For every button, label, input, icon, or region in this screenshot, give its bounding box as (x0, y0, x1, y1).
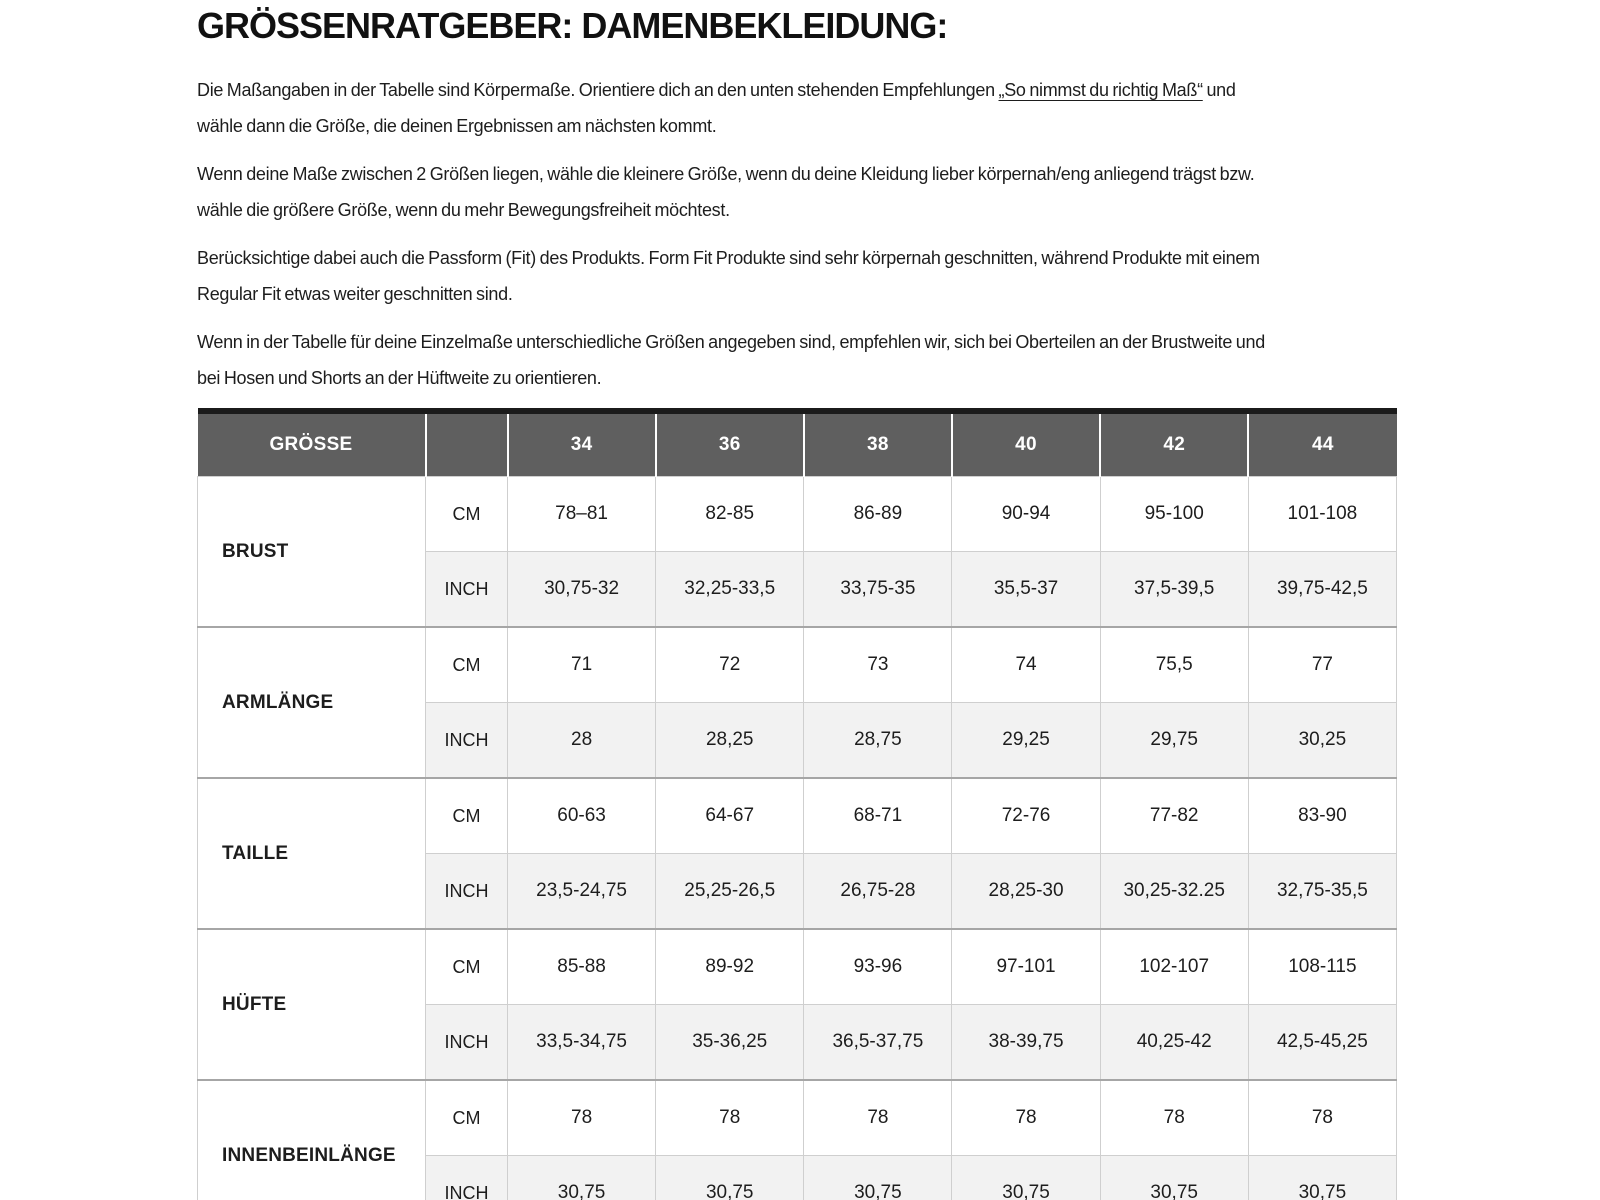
measurement-label: BRUST (198, 477, 426, 628)
text-line: wähle dann die Größe, die deinen Ergebnissen am nächsten kommt. (197, 116, 717, 136)
size-value-cell: 60-63 (508, 778, 656, 854)
size-table (197, 408, 1397, 1200)
text-line: wähle die größere Größe, wenn du mehr Bewegungsfreiheit möchtest. (197, 200, 730, 220)
size-table-wrapper (197, 408, 1397, 1200)
size-value-cell: 33,75-35 (804, 552, 952, 628)
size-value-cell: 64-67 (656, 778, 804, 854)
size-value-cell: 28,75 (804, 703, 952, 779)
unit-label: CM (426, 477, 508, 552)
size-value-cell: 28,25-30 (952, 854, 1100, 930)
text-line: Berücksichtige dabei auch die Passform (Fit) des Produkts. Form Fit Produkte sind sehr körpernah geschnitten, während Produkte mit einem (197, 248, 1260, 268)
size-column-header: 36 (656, 411, 804, 477)
size-column-header: 40 (952, 411, 1100, 477)
size-value-cell: 37,5-39,5 (1100, 552, 1248, 628)
recommendation-paragraph (197, 324, 1397, 396)
intro-text-before-link: Die Maßangaben in der Tabelle sind Körpermaße. Orientiere dich an den unten stehenden Empfehlungen (197, 80, 999, 100)
text-line: Wenn in der Tabelle für deine Einzelmaße unterschiedliche Größen angegeben sind, empfehlen wir, sich bei Oberteilen an der Brustweite und (197, 332, 1265, 352)
size-value-cell: 82-85 (656, 477, 804, 552)
size-value-cell: 78 (952, 1080, 1100, 1156)
unit-label: INCH (426, 552, 508, 628)
size-value-cell: 85-88 (508, 929, 656, 1005)
fit-paragraph (197, 240, 1397, 312)
unit-label: INCH (426, 854, 508, 930)
size-column-header: 42 (1100, 411, 1248, 477)
measuring-guide-link[interactable]: „So nimmst du richtig Maß“ (998, 80, 1203, 100)
size-value-cell: 26,75-28 (804, 854, 952, 930)
size-value-cell: 30,75 (1100, 1156, 1248, 1200)
text-line: Wenn deine Maße zwischen 2 Größen liegen, wähle die kleinere Größe, wenn du deine Kleidung lieber körpernah/eng anliegend trägst bzw. (197, 164, 1255, 184)
size-value-cell: 102-107 (1100, 929, 1248, 1005)
unit-label: CM (426, 627, 508, 703)
size-value-cell: 38-39,75 (952, 1005, 1100, 1081)
page-title: GRÖSSENRATGEBER: DAMENBEKLEIDUNG: (197, 5, 948, 46)
unit-label: INCH (426, 1005, 508, 1081)
size-value-cell: 25,25-26,5 (656, 854, 804, 930)
size-value-cell: 72-76 (952, 778, 1100, 854)
size-value-cell: 30,75 (1248, 1156, 1396, 1200)
between-sizes-paragraph (197, 156, 1397, 228)
size-column-header: 44 (1248, 411, 1396, 477)
size-value-cell: 23,5-24,75 (508, 854, 656, 930)
size-column-header: 34 (508, 411, 656, 477)
size-value-cell: 77 (1248, 627, 1396, 703)
table-row (198, 1080, 1397, 1156)
size-value-cell: 32,25-33,5 (656, 552, 804, 628)
size-value-cell: 90-94 (952, 477, 1100, 552)
table-row (198, 929, 1397, 1005)
size-value-cell: 78 (1100, 1080, 1248, 1156)
intro-paragraph (197, 72, 1397, 144)
size-value-cell: 95-100 (1100, 477, 1248, 552)
size-value-cell: 35-36,25 (656, 1005, 804, 1081)
unit-label: INCH (426, 1156, 508, 1200)
size-value-cell: 30,75 (508, 1156, 656, 1200)
unit-column-header (426, 411, 508, 477)
size-value-cell: 29,25 (952, 703, 1100, 779)
unit-label: CM (426, 778, 508, 854)
size-value-cell: 30,75-32 (508, 552, 656, 628)
text-line (197, 72, 1397, 108)
size-value-cell: 72 (656, 627, 804, 703)
measurement-label: INNENBEINLÄNGE (198, 1080, 426, 1200)
size-value-cell: 28,25 (656, 703, 804, 779)
size-value-cell: 78 (1248, 1080, 1396, 1156)
size-value-cell: 77-82 (1100, 778, 1248, 854)
size-column-header: 38 (804, 411, 952, 477)
size-value-cell: 97-101 (952, 929, 1100, 1005)
unit-label: CM (426, 1080, 508, 1156)
unit-label: CM (426, 929, 508, 1005)
measurement-label: TAILLE (198, 778, 426, 929)
size-value-cell: 68-71 (804, 778, 952, 854)
size-value-cell: 35,5-37 (952, 552, 1100, 628)
size-value-cell: 32,75-35,5 (1248, 854, 1396, 930)
measurement-label: HÜFTE (198, 929, 426, 1080)
size-value-cell: 78 (656, 1080, 804, 1156)
size-header-label: GRÖSSE (198, 411, 426, 477)
size-value-cell: 73 (804, 627, 952, 703)
table-row (198, 477, 1397, 552)
intro-text-after-link: und (1202, 80, 1236, 100)
size-value-cell: 78–81 (508, 477, 656, 552)
size-value-cell: 36,5-37,75 (804, 1005, 952, 1081)
size-value-cell: 71 (508, 627, 656, 703)
size-value-cell: 75,5 (1100, 627, 1248, 703)
size-value-cell: 78 (804, 1080, 952, 1156)
table-row (198, 778, 1397, 854)
measurement-label: ARMLÄNGE (198, 627, 426, 778)
size-value-cell: 101-108 (1248, 477, 1396, 552)
table-row (198, 627, 1397, 703)
size-value-cell: 86-89 (804, 477, 952, 552)
size-value-cell: 108-115 (1248, 929, 1396, 1005)
size-value-cell: 30,25 (1248, 703, 1396, 779)
size-value-cell: 30,75 (804, 1156, 952, 1200)
size-value-cell: 30,25-32.25 (1100, 854, 1248, 930)
table-header-row (198, 411, 1397, 477)
size-value-cell: 40,25-42 (1100, 1005, 1248, 1081)
size-value-cell: 89-92 (656, 929, 804, 1005)
unit-label: INCH (426, 703, 508, 779)
size-value-cell: 83-90 (1248, 778, 1396, 854)
size-value-cell: 93-96 (804, 929, 952, 1005)
size-value-cell: 33,5-34,75 (508, 1005, 656, 1081)
text-line: Regular Fit etwas weiter geschnitten sind. (197, 284, 513, 304)
size-value-cell: 74 (952, 627, 1100, 703)
size-value-cell: 30,75 (656, 1156, 804, 1200)
size-value-cell: 30,75 (952, 1156, 1100, 1200)
size-value-cell: 28 (508, 703, 656, 779)
size-value-cell: 78 (508, 1080, 656, 1156)
size-value-cell: 29,75 (1100, 703, 1248, 779)
text-line: bei Hosen und Shorts an der Hüftweite zu orientieren. (197, 368, 602, 388)
size-value-cell: 39,75-42,5 (1248, 552, 1396, 628)
size-value-cell: 42,5-45,25 (1248, 1005, 1396, 1081)
